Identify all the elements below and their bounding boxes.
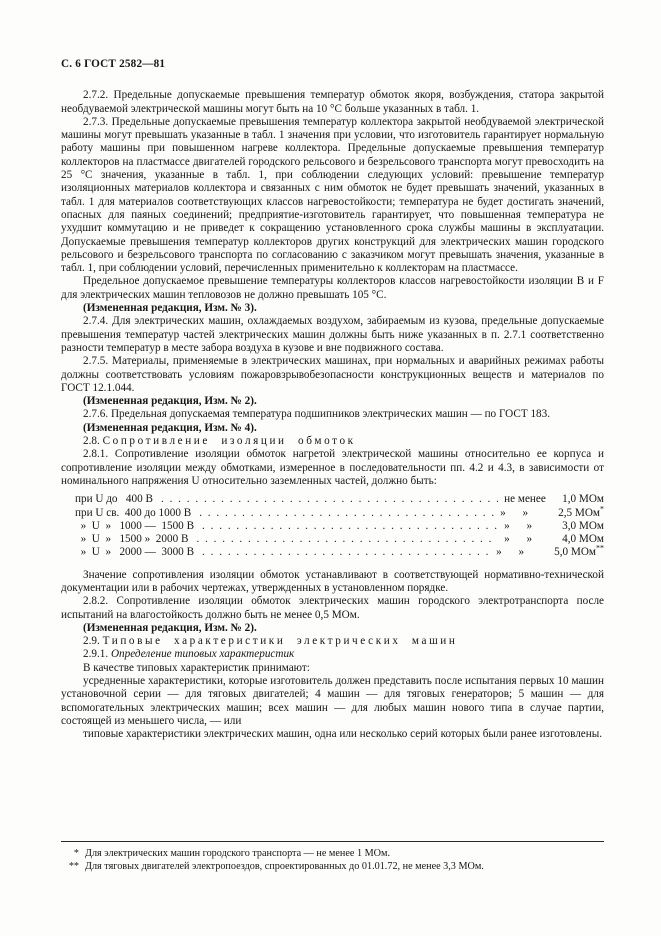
subsection-heading-2-9-1 (61, 648, 604, 661)
resistance-range: при U св. 400 до 1000 В (75, 506, 192, 519)
paragraph-2-9-1-intro: В качестве типовых характеристик принимают: (83, 661, 310, 674)
footnote-text: Для электрических машин городского транспорта — не менее 1 МОм. (85, 848, 390, 859)
resistance-value: 2,5 МОм* (558, 503, 604, 519)
resistance-qualifier: » » (496, 546, 525, 559)
resistance-qualifier: не менее (504, 493, 546, 506)
section-heading-2-8 (61, 435, 604, 448)
resistance-row (75, 503, 604, 520)
section-number: 2.9. (83, 635, 100, 648)
resistance-range: » U » 1000 — 1500 В (75, 519, 195, 532)
resistance-value: 5,0 МОм** (554, 543, 604, 559)
paragraph-2-8-2: 2.8.2. Сопротивление изоляции обмоток электрических машин городского электротранспорта после испытаний на влагостойкость должно быть не менее 0,5 МОм. (61, 595, 604, 621)
dot-leader (161, 493, 498, 506)
paragraph-2-8-1: 2.8.1. Сопротивление изоляции обмоток нагретой электрической машины относительно ее корпуса и сопротивление изоляции между обмотками, измеренное в последовательности пп. 4.2 и 4.3, в зависимости от номинального напряжения U относительно заземленных частей, должно быть: (61, 448, 604, 487)
resistance-row (75, 543, 604, 559)
dot-leader (196, 533, 498, 546)
dot-leader (202, 520, 498, 533)
resistance-row (75, 520, 604, 533)
resistance-value: 3,0 МОм (562, 519, 604, 532)
resistance-qualifier: » » (504, 533, 533, 546)
paragraph-2-8-1-note: Значение сопротивления изоляции обмоток устанавливают в соответствующей нормативно-технической документации или в рабочих чертежах, утвержденных в установленном порядке. (61, 568, 604, 594)
paragraph-2-7-3-addendum: Предельное допускаемое превышение температуры коллекторов классов нагревостойкости изоляции В и F для электрических машин тепловозов не должно превышать 105 °С. (61, 275, 604, 301)
footnote-marker: * (73, 848, 79, 859)
paragraph-2-9-1-item-2: типовые характеристики электрических машин, одна или несколько серий которых были ранее изготовлены. (83, 728, 603, 741)
dot-leader (202, 546, 490, 559)
footnotes (61, 841, 604, 873)
dot-leader (199, 507, 494, 520)
subsection-number: 2.9.1. (83, 648, 109, 661)
resistance-value: 4,0 МОм (562, 533, 604, 546)
paragraph-2-7-6: 2.7.6. Предельная допускаемая температура подшипников электрических машин — по ГОСТ 183. (83, 408, 551, 421)
resistance-row (75, 493, 604, 506)
section-heading-2-9 (61, 635, 604, 648)
footnote-1 (61, 848, 604, 861)
paragraph-2-7-2: 2.7.2. Предельные допускаемые превышения температур обмоток якоря, возбуждения, статора закрытой необдуваемой электрической машины могут быть на 10 °С больше указанных в табл. 1. (61, 89, 604, 115)
paragraph-2-7-4: 2.7.4. Для электрических машин, охлаждаемых воздухом, забираемым из кузова, предельные допускаемые превышения температур частей электрических машин должны быть ниже указанных в п. 2.7.1 соответственно разности температур в месте забора воздуха в кузове и вне подвижного состава. (61, 315, 604, 354)
section-number: 2.8. (83, 435, 100, 448)
revision-note-2a: (Измененная редакция, Изм. № 2). (83, 395, 257, 408)
subsection-title: Определение типовых характеристик (110, 648, 295, 661)
paragraph-2-7-3: 2.7.3. Предельные допускаемые превышения температур коллектора закрытой необдуваемой электрической машины могут превышать указанные в табл. 1 значения при условии, что изготовитель гарантирует нормальную работу машины при повышенном нагреве коллектора. Предельные допускаемые превышения температур коллекторов на пластмассе двигателей городского рельсового и безрельсового транспорта могут превосходить на 25 °С значения, указанные в табл. 1, при соблюдении следующих условий: превышение температур изоляционных материалов коллектора и связанных с ним обмоток не будет превышать значений, указанных в табл. 1 для материалов соответствующих классов нагревостойкости; температура не будет достигать значений, опасных для паяных соединений; предприятие-изготовитель гарантирует, что повышенная температура не ухудшит коммутацию и не приведет к сокращению установленного срока службы машины в эксплуатации. Допускаемые превышения температур коллекторов других конструкций для электрических машин городского рельсового и безрельсового транспорта по согласованию с заказчиком могут превышать значения, указанные в табл. 1, при соблюдении условий, перечисленных применительно к коллекторам на пластмассе. (61, 115, 604, 275)
revision-note-3: (Измененная редакция, Изм. № 3). (83, 302, 257, 315)
paragraph-2-9-1-item-1: усредненные характеристики, которые изготовитель должен представить после испытания первых 10 машин установочной серии — для тяговых двигателей; 4 машин — для тяговых генераторов; 5 машин — для вспомогательных электрических машин; всех машин — для любых машин нового типа в случае партии, состоящей из меньшего числа, — или (61, 675, 604, 727)
section-title: Типовые характеристики электрических машин (102, 635, 458, 648)
footnote-ref: * (600, 503, 604, 513)
footnote-marker: ** (68, 860, 79, 872)
paragraph-2-7-5: 2.7.5. Материалы, применяемые в электрических машинах, при нормальных и аварийных режимах работы должны соответствовать условиям пожаровзрывобезопасности конструкционных веществ и материалов по ГОСТ 12.1.044. (61, 355, 604, 394)
resistance-qualifier: » » (504, 519, 533, 532)
resistance-qualifier: » » (500, 506, 529, 519)
footnote-2 (61, 861, 604, 874)
resistance-row (75, 533, 604, 546)
section-title: Сопротивление изоляции обмоток (102, 435, 356, 448)
footnote-ref: ** (596, 543, 604, 553)
revision-note-2b: (Измененная редакция, Изм. № 2). (83, 621, 257, 634)
resistance-value: 1,0 МОм (562, 493, 604, 506)
resistance-range: » U » 1500 » 2000 В (75, 533, 189, 546)
footnote-separator (61, 841, 604, 842)
footnote-text: Для тяговых двигателей электропоездов, спроектированных до 01.01.72, не менее 3,3 МОм. (85, 860, 484, 872)
insulation-resistance-list (75, 493, 604, 559)
page-header: С. 6 ГОСТ 2582—81 (61, 58, 166, 70)
resistance-range: при U до 400 В (75, 493, 153, 506)
revision-note-4: (Измененная редакция, Изм. № 4). (83, 421, 257, 434)
resistance-range: » U » 2000 — 3000 В (75, 546, 195, 559)
document-content (61, 89, 604, 741)
